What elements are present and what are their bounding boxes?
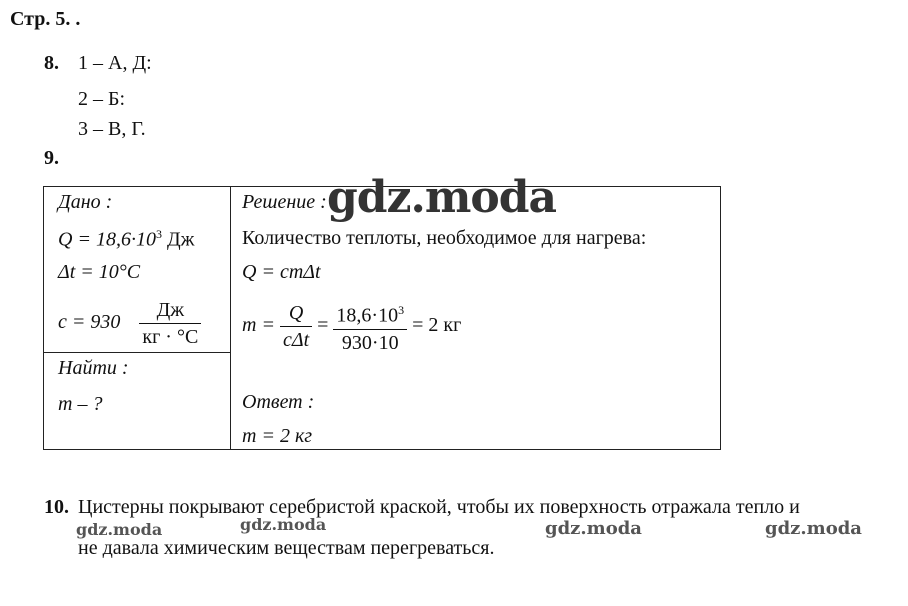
solution-explanation: Количество теплоты, необходимое для нагрева:	[242, 227, 647, 249]
answer-value: m = 2 кг	[242, 425, 313, 447]
find-value: m – ?	[58, 393, 103, 415]
q8-answer-line-2: 2 – Б:	[78, 88, 126, 110]
q10-answer-line-2: не давала химическим веществам перегреваться.	[78, 537, 495, 559]
watermark-small: gdz.moda	[76, 520, 163, 539]
question-10-number: 10.	[44, 496, 69, 518]
watermark-small: gdz.moda	[240, 515, 327, 534]
question-8-number: 8.	[44, 52, 59, 74]
given-heat: $Q = 18,6\cdot 10^3$ Дж	[58, 227, 195, 251]
find-label: Найти :	[58, 357, 129, 379]
given-temperature-change: Δt = 10°C	[58, 261, 141, 283]
answer-label: Ответ :	[242, 391, 315, 413]
q10-answer-line-1: Цистерны покрывают серебристой краской, чтобы их поверхность отражала тепло и	[78, 496, 800, 518]
watermark-logo: gdz.moda	[327, 172, 557, 223]
watermark-small: gdz.moda	[765, 518, 862, 539]
question-9-number: 9.	[44, 147, 59, 169]
solution-label: Решение :	[242, 191, 327, 213]
q8-answer-line-3: 3 – В, Г.	[78, 118, 146, 140]
solution-calculation: m = $\frac{Q}{\text{cΔt}}$ = $\frac{18,6\cdot 10^3}{930\cdot 10}$ = 2 кг	[242, 297, 461, 356]
table-divider-vertical	[230, 187, 231, 449]
page-title: Стр. 5. .	[10, 8, 81, 30]
solution-formula: Q = cmΔt	[242, 261, 321, 283]
q8-answer-line-1: 1 – А, Д:	[78, 52, 152, 74]
watermark-small: gdz.moda	[545, 518, 642, 539]
table-divider-horizontal	[44, 352, 230, 353]
given-label: Дано :	[58, 191, 113, 213]
solution-table	[43, 186, 721, 450]
given-specific-heat: c = 930 $\frac{Дж}{кг \cdot ^\circ C}$	[58, 297, 201, 350]
